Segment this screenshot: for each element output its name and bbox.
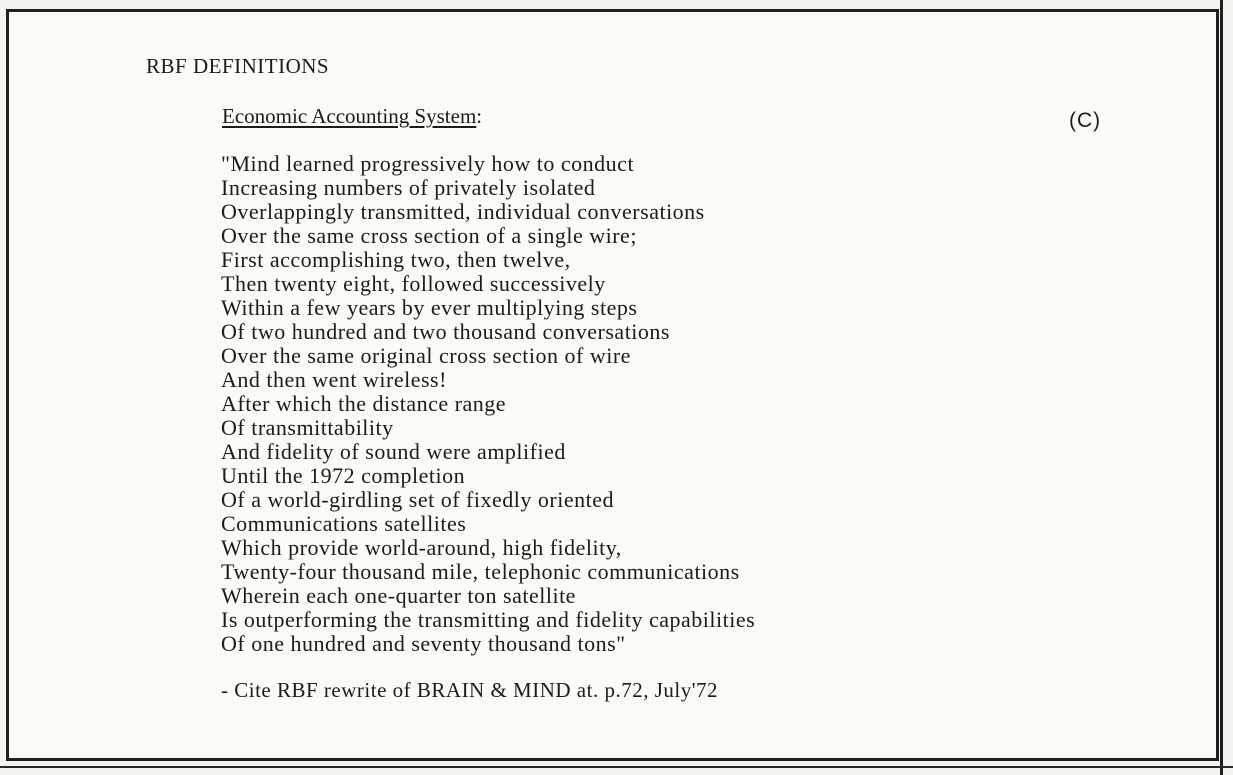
quote-line: First accomplishing two, then twelve, — [221, 247, 571, 272]
quote-text — [221, 152, 755, 656]
quote-line: "Mind learned progressively how to conduct — [221, 151, 635, 176]
quote-line: Then twenty eight, followed successively — [221, 271, 606, 296]
citation: - Cite RBF rewrite of BRAIN & MIND at. p.72, July'72 — [221, 678, 719, 702]
quote-line: And fidelity of sound were amplified — [221, 439, 566, 464]
quote-line: Twenty-four thousand mile, telephonic communications — [221, 559, 740, 584]
quote-line: Which provide world-around, high fidelity, — [221, 535, 622, 560]
quote-line: Within a few years by ever multiplying steps — [221, 295, 638, 320]
entry-title-suffix: : — [476, 104, 483, 128]
quote-line: Of two hundred and two thousand conversations — [221, 319, 670, 344]
quote-line: Wherein each one-quarter ton satellite — [221, 583, 576, 608]
entry-tag: (C) — [1069, 109, 1102, 132]
quote-line: Until the 1972 completion — [221, 463, 466, 488]
quote-line: Overlappingly transmitted, individual conversations — [221, 199, 705, 224]
quote-line: Of transmittability — [221, 415, 394, 440]
document-heading: RBF DEFINITIONS — [146, 54, 330, 78]
quote-line: Communications satellites — [221, 511, 467, 536]
quote-line: Of a world-girdling set of fixedly oriented — [221, 487, 614, 512]
quote-line: Is outperforming the transmitting and fidelity capabilities — [221, 607, 756, 632]
card-edge-right — [1220, 0, 1223, 775]
card-edge-bottom — [0, 766, 1233, 768]
quote-line: Over the same original cross section of wire — [221, 343, 631, 368]
entry-title-line — [222, 104, 482, 129]
quote-line: Of one hundred and seventy thousand tons" — [221, 631, 626, 656]
entry-title: Economic Accounting System — [222, 104, 477, 128]
quote-line: After which the distance range — [221, 391, 506, 416]
quote-line: Increasing numbers of privately isolated — [221, 175, 596, 200]
quote-line: Over the same cross section of a single wire; — [221, 223, 637, 248]
quote-line: And then went wireless! — [221, 367, 447, 392]
